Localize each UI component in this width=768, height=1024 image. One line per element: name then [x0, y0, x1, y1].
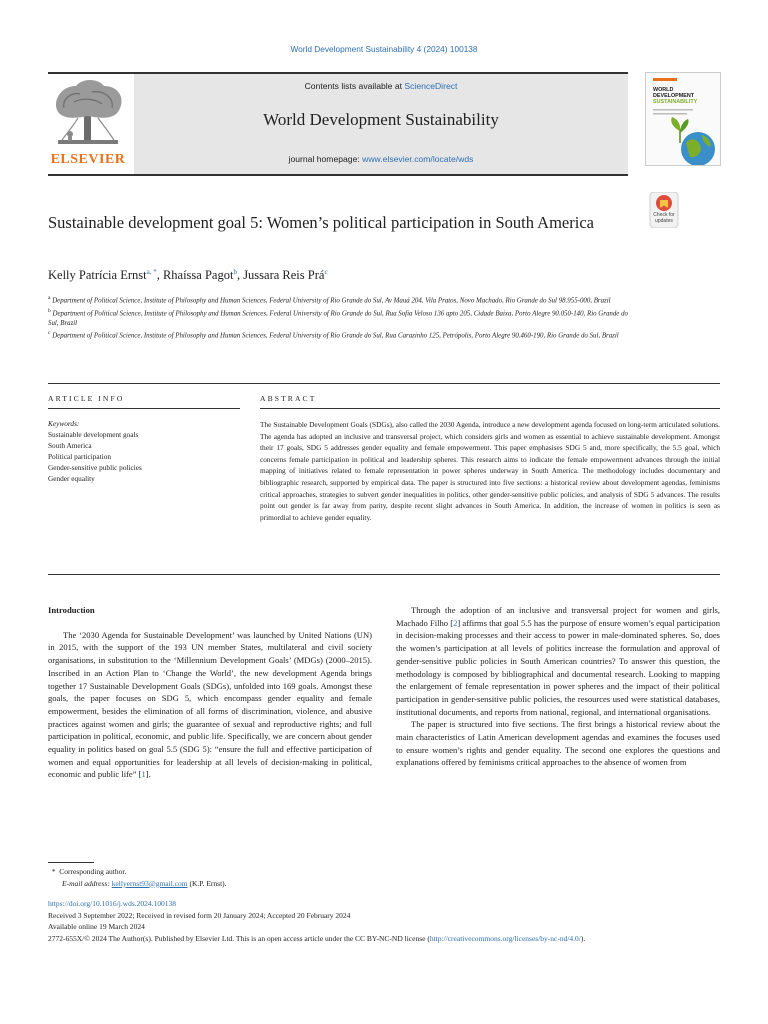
- homepage-line: [134, 154, 628, 164]
- keyword: Gender-sensitive public policies: [48, 463, 142, 472]
- body-paragraph: The paper is structured into five sections. The first brings a historical review about the main characteristics of Latin American development agendas and examines the focuses used to ensure women’s rights and gender equality. The second one explores the questions and explanations offered by feminisms critical approaches to the absence of women from: [396, 719, 720, 768]
- affiliation: [48, 307, 630, 328]
- affiliation: [48, 294, 630, 306]
- received-dates: Received 3 September 2022; Received in revised form 20 January 2024; Accepted 20 February 2024: [48, 910, 351, 920]
- keyword: South America: [48, 441, 92, 450]
- author-name[interactable]: Rhaíssa Pagot: [162, 268, 234, 283]
- affiliation-text: Department of Political Science, Institute of Philosophy and Human Sciences, Federal University of Rio Grande do Sul, Av Mauá 204, Vila Pratos, Novo Machado, Rio Grande do Sul 98.955-000, Brazil: [52, 297, 611, 305]
- body-column-right: [396, 604, 720, 769]
- globe-plant-icon: [646, 73, 720, 165]
- footnotes: [48, 866, 720, 889]
- abstract-text: The Sustainable Development Goals (SDGs), also called the 2030 Agenda, introduce a new development agenda focused on long-term articulated solutions. The agenda has adopted an inclusive and transversal project, which considers girls and women as essential to achieve sustainable development. Amongst their 17 goals, SDG 5 addresses gender equality and female empowerment. This paper emphasises SDG 5 and, more specifically, the 5.5 goal, which concerns female participation in political and leadership spheres. This research aims to indicate the female empowerment advances through the initial mapping of initiatives related to female representation in power spheres underway in South America. The methodology includes documentary and bibliographic research, supported by empirical data. The paper is structured into five sections: a historical review about development agendas, feminisms critical approaches, strategies to subvert gender inequalities in politics, other gender-sensitive public policies, and analysis of SDG 5 advances. The results point out gender is far away from parity, despite recent slight advances in South America. In addition, the increase of women in politics is seen as primordial to achieve gender equality.: [260, 420, 720, 522]
- footnote-divider: [48, 862, 94, 863]
- license-text: 2772-655X/© 2024 The Author(s). Published by Elsevier Ltd. This is an open access article under the CC BY-NC-ND license (: [48, 933, 430, 943]
- body-paragraph: [48, 629, 372, 781]
- paper-title: Sustainable development goal 5: Women’s political participation in South America: [48, 213, 594, 232]
- affiliation-mark: c: [48, 330, 51, 337]
- author-affiliation-mark[interactable]: b: [233, 268, 237, 276]
- article-info-heading: ARTICLE INFO: [48, 394, 125, 403]
- keyword: Sustainable development goals: [48, 430, 139, 439]
- cover-title-line-1: WORLD: [653, 87, 674, 93]
- affiliation-mark: a: [48, 295, 51, 301]
- body-paragraph: [396, 604, 720, 718]
- keywords-label: Keywords:: [48, 419, 80, 428]
- cover-title-line-2: DEVELOPMENT: [653, 93, 695, 99]
- check-for-updates-label[interactable]: Check for updates: [653, 212, 675, 224]
- journal-title: World Development Sustainability: [263, 110, 499, 129]
- license-statement: [48, 933, 720, 945]
- license-text: ).: [580, 933, 586, 943]
- doi-link[interactable]: https://doi.org/10.1016/j.wds.2024.100138: [48, 899, 176, 908]
- corresponding-text: Corresponding author.: [59, 867, 127, 876]
- body-text: ] affirms that goal 5.5 has the purpose of ensure women’s equal participation in decision-making processes and their access to power in male-dominated spheres. So, does the women’s participation at all levels of politics increase the formulation and approval of gender-sensitive public policies in South American countries? To answer this question, the methodology is composed by bibliographical and documental research. Looking to mapping the enlargement of female representation in power spheres and the impact of their political participation in gender-sensitive public policies, the resources used were statistical databases, institutional documents, and reports from national, regional, and international organisations.: [396, 617, 720, 717]
- sciencedirect-link[interactable]: ScienceDirect: [404, 81, 458, 91]
- journal-band: [134, 74, 628, 174]
- author-affiliation-mark[interactable]: a, *: [146, 268, 157, 276]
- journal-cover[interactable]: [645, 72, 721, 166]
- email-note: [48, 878, 720, 890]
- keyword: Gender equality: [48, 474, 95, 483]
- body-text: Through the adoption of an inclusive and transversal project for women and girls, Machado Filho [: [396, 605, 720, 628]
- divider: [48, 383, 720, 384]
- affiliation: [48, 329, 630, 341]
- contents-line: [134, 81, 628, 91]
- elsevier-tree-icon: [48, 78, 128, 150]
- affiliations: [48, 294, 630, 342]
- affiliation-text: Department of Political Science, Institute of Philosophy and Human Sciences, Federal University of Rio Grande do Sul, Rua Sofia Veloso 136 apto 205, Cidade Baixa, Porto Alegre 90.050-140, Rio Grande do Sul, Brazil: [48, 310, 628, 327]
- license-link[interactable]: http://creativecommons.org/licenses/by-nc-nd/4.0/: [429, 933, 581, 943]
- elsevier-logo[interactable]: [48, 78, 128, 170]
- available-date: Available online 19 March 2024: [48, 922, 145, 932]
- corresponding-mark: *: [51, 867, 56, 876]
- affiliation-text: Department of Political Science, Institute of Philosophy and Human Sciences, Federal University of Rio Grande do Sul, Rua Carazinho 125, Petrópolis, Porto Alegre 90.460-190, Rio Grande do Sul, Brazil: [52, 332, 619, 340]
- email-suffix: (K.P. Ernst).: [189, 878, 227, 888]
- author-list: Kelly Patrícia Ernst$^{a, *}$, Rhaíssa Pagot$^b$, Jussara Reis Prá$^c$: [48, 268, 328, 283]
- author-name[interactable]: Kelly Patrícia Ernst: [48, 268, 147, 283]
- section-heading: Introduction: [48, 605, 95, 615]
- keywords-block: [48, 418, 238, 484]
- corresponding-note: [48, 866, 720, 878]
- journal-citation[interactable]: World Development Sustainability 4 (2024) 100138: [290, 44, 478, 54]
- body-text: The ‘2030 Agenda for Sustainable Development’ was launched by United Nations (UN) in 2015, with the support of the 193 UN member States, multilateral and civil society organisations, in substitution to the ‘Millennium Development Goals’ (MDGs) (2000–2015). Inscribed in an Action Plan to ‘Change the World’, the new development Agenda brings together 17 Sustainable Development Goals (SDGs), unfolded into 169 goals. Amongst these goals, the paper focuses on SDG 5, which encompass gender equality and female empowerment, besides the elimination of all forms of discrimination, violence, and abusive practices against women and girls; the guarantee of sexual and reproductive rights; and full participation in political, economic, and public life. Specifically, we are concern about gender equality in politics based on goal 5.5 (SDG 5): “ensure the full and effective participation of women and equal opportunities for leadership at all levels of decision-making in political, economic and public life” [: [48, 629, 372, 780]
- body-text: ].: [145, 769, 151, 780]
- homepage-prefix: journal homepage:: [288, 154, 363, 164]
- author-name[interactable]: Jussara Reis Prá: [243, 268, 325, 283]
- email-link[interactable]: kellyernst93@gmail.com: [111, 878, 188, 888]
- journal-header: [48, 72, 628, 176]
- citation-link[interactable]: 2: [453, 617, 458, 628]
- divider: [260, 408, 720, 409]
- divider: [48, 574, 720, 575]
- keyword: Political participation: [48, 452, 112, 461]
- article-metadata: [48, 898, 720, 944]
- divider: [48, 408, 240, 409]
- author-affiliation-mark[interactable]: c: [324, 268, 328, 276]
- abstract-heading: ABSTRACT: [260, 394, 317, 403]
- affiliation-mark: b: [48, 307, 51, 314]
- homepage-link[interactable]: www.elsevier.com/locate/wds: [362, 154, 474, 164]
- email-label: E-mail address:: [62, 878, 110, 888]
- publisher-name: ELSEVIER: [50, 152, 126, 167]
- citation-link[interactable]: 1: [141, 769, 146, 780]
- contents-prefix: Contents lists available at: [304, 81, 405, 91]
- cover-title-line-3: SUSTAINABILITY: [653, 99, 698, 105]
- body-column-left: [48, 604, 372, 781]
